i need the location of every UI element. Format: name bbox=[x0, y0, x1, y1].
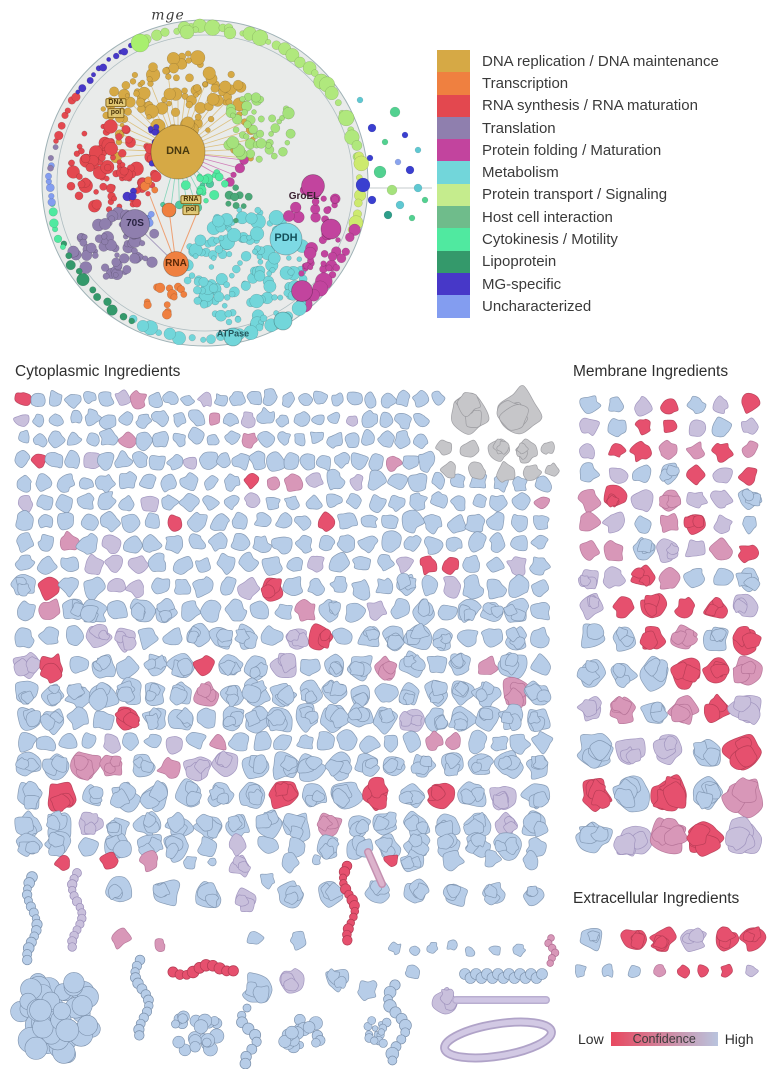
legend-item-label: Host cell interaction bbox=[482, 208, 613, 226]
legend-item-0 bbox=[437, 50, 719, 72]
legend-swatch bbox=[437, 95, 470, 117]
legend-item-label: Cytokinesis / Motility bbox=[482, 231, 618, 249]
legend-swatch bbox=[437, 228, 470, 250]
legend-swatch bbox=[437, 251, 470, 273]
legend-item-label: Lipoprotein bbox=[482, 253, 557, 271]
metabolism-big bbox=[274, 312, 292, 330]
legend-swatch bbox=[437, 50, 470, 72]
confidence-low-label: Low bbox=[578, 1031, 604, 1047]
legend-item-9 bbox=[437, 251, 719, 273]
legend-item-label: Protein folding / Maturation bbox=[482, 141, 662, 159]
cell-network-diagram bbox=[42, 19, 432, 346]
legend-item-2 bbox=[437, 95, 719, 117]
rna-hub-label: RNA bbox=[165, 257, 187, 269]
organism-label: mge bbox=[151, 7, 185, 24]
confidence-gradient-bar bbox=[611, 1032, 718, 1046]
dna-pol-line1: DNA bbox=[105, 98, 126, 107]
ribosome-hub-label: 70S bbox=[126, 217, 144, 229]
confidence-high-label: High bbox=[724, 1031, 754, 1047]
pdh-hub-label: PDH bbox=[274, 232, 298, 245]
legend-item-label: RNA synthesis / RNA maturation bbox=[482, 97, 698, 115]
dna-pol-label bbox=[105, 97, 126, 119]
legend-item-label: MG-specific bbox=[482, 275, 562, 293]
legend-item-8 bbox=[437, 228, 719, 250]
folding-big bbox=[292, 281, 313, 302]
groel-label: GroEL bbox=[288, 190, 320, 202]
legend-swatch bbox=[437, 273, 470, 295]
membrane-title: Membrane Ingredients bbox=[573, 363, 729, 380]
cytoplasmic-gallery bbox=[11, 385, 560, 1069]
legend-item-label: Metabolism bbox=[482, 164, 559, 182]
legend-swatch bbox=[437, 139, 470, 161]
rna-pol-line1: RNA bbox=[180, 195, 201, 204]
legend-item-label: Uncharacterized bbox=[482, 297, 592, 315]
cytoplasmic-title: Cytoplasmic Ingredients bbox=[15, 363, 181, 380]
legend-item-4 bbox=[437, 139, 719, 161]
legend-swatch bbox=[437, 184, 470, 206]
legend-swatch bbox=[437, 72, 470, 94]
legend-swatch bbox=[437, 206, 470, 228]
legend-item-11 bbox=[437, 295, 719, 317]
legend-swatch bbox=[437, 295, 470, 317]
rna-pol-line2: pol bbox=[183, 206, 200, 215]
rna-pol-label bbox=[180, 194, 201, 216]
membrane-gallery bbox=[576, 393, 763, 856]
legend-swatch bbox=[437, 161, 470, 183]
legend-item-5 bbox=[437, 161, 719, 183]
extracellular-title: Extracellular Ingredients bbox=[573, 890, 740, 907]
extracellular-gallery bbox=[575, 927, 766, 978]
legend-item-10 bbox=[437, 273, 719, 295]
legend-item-6 bbox=[437, 184, 719, 206]
function-legend bbox=[437, 50, 719, 318]
legend-item-1 bbox=[437, 72, 719, 94]
legend-item-3 bbox=[437, 117, 719, 139]
rnapol-hub bbox=[162, 203, 176, 217]
groel-hub2 bbox=[321, 219, 341, 239]
dna-hub-label: DNA bbox=[166, 145, 190, 158]
confidence-bar-label: Confidence bbox=[632, 1032, 696, 1046]
legend-item-label: Translation bbox=[482, 119, 556, 137]
legend-item-label: DNA replication / DNA maintenance bbox=[482, 52, 719, 70]
atpase-label: ATPase bbox=[216, 328, 250, 339]
confidence-scale bbox=[578, 1031, 753, 1047]
legend-item-label: Protein transport / Signaling bbox=[482, 186, 668, 204]
legend-swatch bbox=[437, 117, 470, 139]
legend-item-label: Transcription bbox=[482, 74, 569, 92]
legend-item-7 bbox=[437, 206, 719, 228]
dna-pol-line2: pol bbox=[108, 109, 125, 118]
